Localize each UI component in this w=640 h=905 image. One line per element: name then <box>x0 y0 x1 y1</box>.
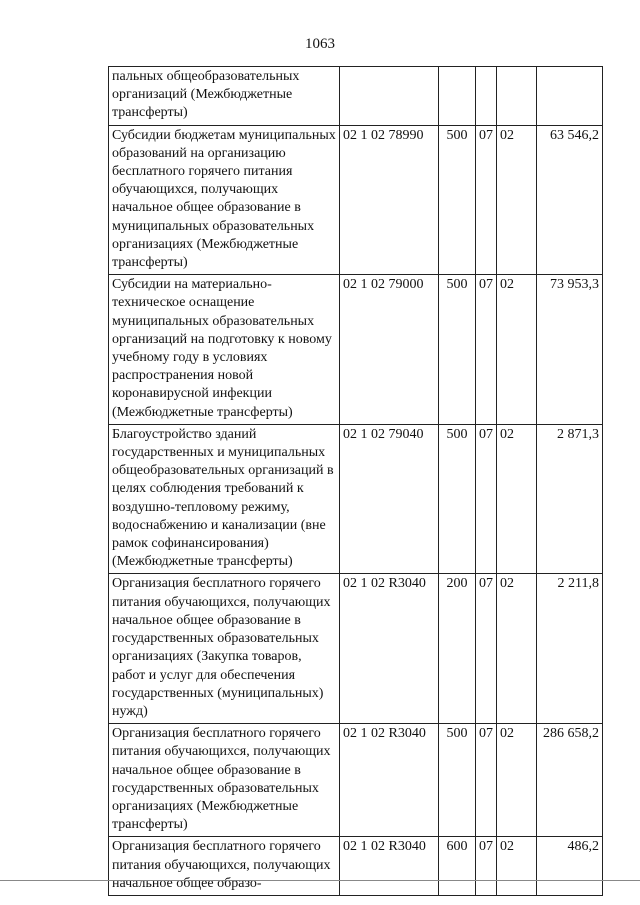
row-name: Организация бесплатного горячего питания обучающихся, получающих начальное общее образование в государственных образовательных организациях (Закупка товаров, работ и услуг для обеспечения государственных (муниципальных) нужд) <box>109 574 340 724</box>
table-row <box>109 67 603 126</box>
row-code: 02 1 02 79000 <box>340 275 439 425</box>
row-name: Организация бесплатного горячего питания обучающихся, получающих начальное общее образо- <box>109 837 340 896</box>
row-section: 07 <box>476 574 497 724</box>
table-row <box>109 724 603 837</box>
row-subsection: 02 <box>497 724 537 837</box>
row-code: 02 1 02 R3040 <box>340 574 439 724</box>
row-expense-type: 500 <box>439 125 476 275</box>
row-code: 02 1 02 78990 <box>340 125 439 275</box>
row-expense-type <box>439 67 476 126</box>
row-section: 07 <box>476 275 497 425</box>
page-number: 1063 <box>305 36 335 52</box>
row-section: 07 <box>476 837 497 896</box>
row-sum: 2 871,3 <box>537 424 603 574</box>
row-code <box>340 67 439 126</box>
row-name: пальных общеобразовательных организаций (Межбюджетные трансферты) <box>109 67 340 126</box>
row-expense-type: 600 <box>439 837 476 896</box>
budget-table <box>108 66 603 896</box>
table-row <box>109 125 603 275</box>
row-sum: 286 658,2 <box>537 724 603 837</box>
row-subsection: 02 <box>497 574 537 724</box>
row-code: 02 1 02 R3040 <box>340 724 439 837</box>
row-sum: 486,2 <box>537 837 603 896</box>
table-row <box>109 275 603 425</box>
row-section: 07 <box>476 125 497 275</box>
bottom-divider <box>0 880 640 881</box>
table-row <box>109 837 603 896</box>
row-subsection: 02 <box>497 424 537 574</box>
row-sum <box>537 67 603 126</box>
row-name: Субсидии бюджетам муниципальных образований на организацию бесплатного горячего питания обучающихся, получающих начальное общее образование в муниципальных образовательных организациях (Межбюджетные трансферты) <box>109 125 340 275</box>
row-name: Благоустройство зданий государственных и муниципальных общеобразовательных организаций в целях соблюдения требований к воздушно-тепловому режиму, водоснабжению и канализации (вне рамок софинансирования) (Межбюджетные трансферты) <box>109 424 340 574</box>
row-section <box>476 67 497 126</box>
row-sum: 73 953,3 <box>537 275 603 425</box>
row-sum: 63 546,2 <box>537 125 603 275</box>
row-sum: 2 211,8 <box>537 574 603 724</box>
row-section: 07 <box>476 724 497 837</box>
row-subsection: 02 <box>497 125 537 275</box>
row-name: Организация бесплатного горячего питания обучающихся, получающих начальное общее образование в государственных образовательных организациях (Межбюджетные трансферты) <box>109 724 340 837</box>
table-row <box>109 574 603 724</box>
row-section: 07 <box>476 424 497 574</box>
table-row <box>109 424 603 574</box>
row-subsection: 02 <box>497 275 537 425</box>
row-subsection: 02 <box>497 837 537 896</box>
row-code: 02 1 02 79040 <box>340 424 439 574</box>
row-name: Субсидии на материально-техническое оснащение муниципальных образовательных организаций на подготовку к новому учебному году в условиях распространения новой коронавирусной инфекции (Межбюджетные трансферты) <box>109 275 340 425</box>
row-expense-type: 500 <box>439 424 476 574</box>
row-subsection <box>497 67 537 126</box>
row-code: 02 1 02 R3040 <box>340 837 439 896</box>
row-expense-type: 200 <box>439 574 476 724</box>
row-expense-type: 500 <box>439 724 476 837</box>
row-expense-type: 500 <box>439 275 476 425</box>
